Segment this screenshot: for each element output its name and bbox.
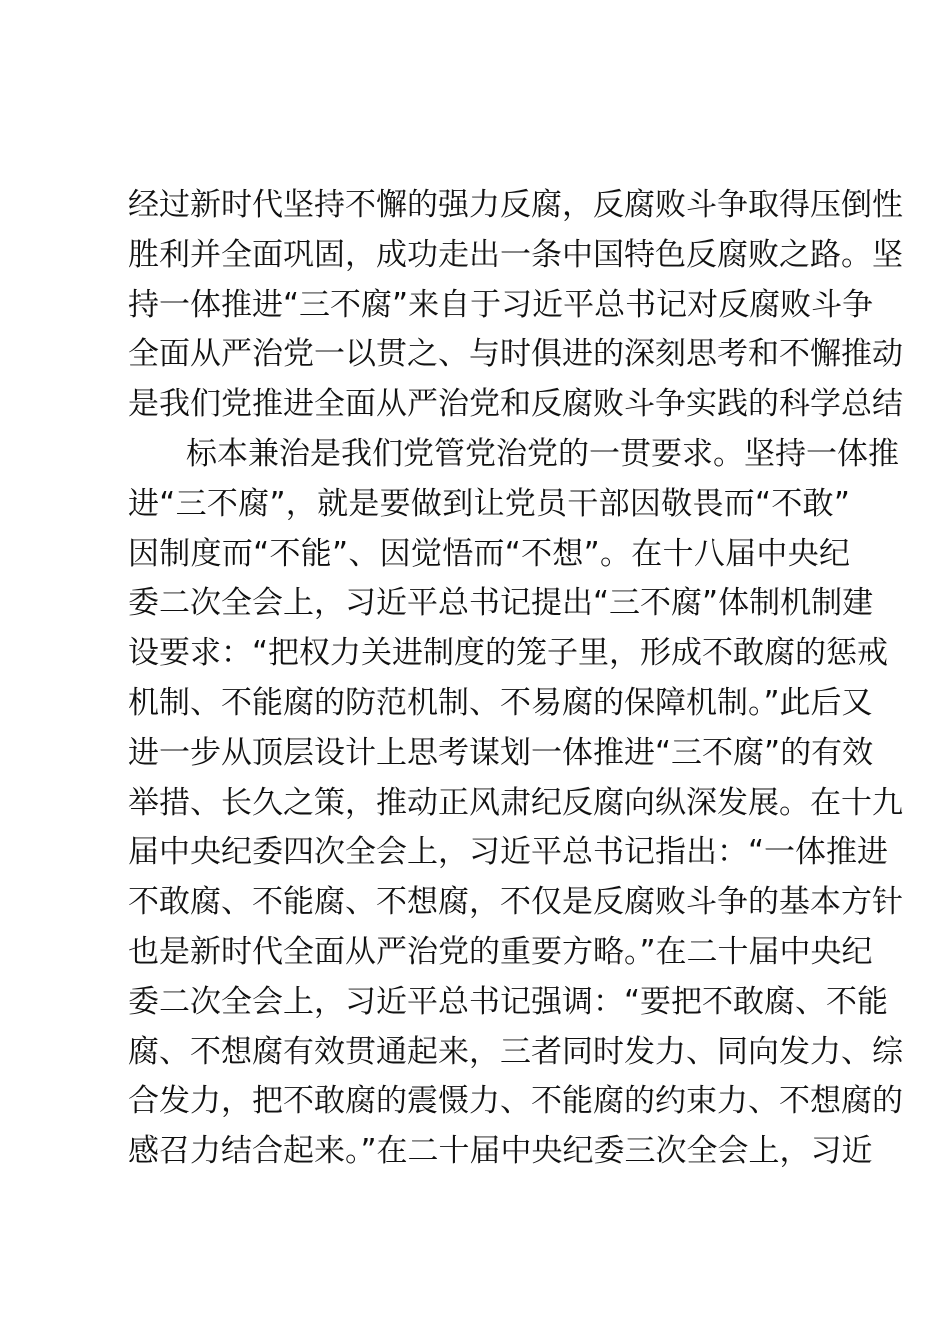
text-line-1: 经过新时代坚持不懈的强力反腐，反腐败斗争取得压倒性 xyxy=(128,187,903,223)
text-line-16: 也是新时代全面从严治党的重要方略。”在二十届中央纪 xyxy=(128,933,873,970)
text-line-19: 合发力，把不敢腐的震慑力、不能腐的约束力、不想腐的 xyxy=(128,1083,903,1120)
text-line-14: 届中央纪委四次全会上，习近平总书记指出：“一体推进 xyxy=(128,834,889,871)
body-text xyxy=(128,181,903,1177)
text-line-17: 委二次全会上，习近平总书记强调：“要把不敢腐、不能 xyxy=(128,983,889,1020)
text-line-13: 举措、长久之策，推动正风肃纪反腐向纵深发展。在十九 xyxy=(128,784,903,821)
text-line-9: 委二次全会上，习近平总书记提出“三不腐”体制机制建 xyxy=(128,585,874,622)
text-line-12: 进一步从顶层设计上思考谋划一体推进“三不腐”的有效 xyxy=(128,734,874,771)
text-line-20: 感召力结合起来。”在二十届中央纪委三次全会上，习近 xyxy=(128,1133,873,1170)
text-line-18: 腐、不想腐有效贯通起来，三者同时发力、同向发力、综 xyxy=(128,1033,903,1070)
text-line-15: 不敢腐、不能腐、不想腐，不仅是反腐败斗争的基本方针 xyxy=(128,884,903,921)
text-line-7: 进“三不腐”，就是要做到让党员干部因敬畏而“不敢” xyxy=(128,485,850,522)
text-line-10: 设要求：“把权力关进制度的笼子里，形成不敢腐的惩戒 xyxy=(128,635,889,672)
text-line-6: 标本兼治是我们党管党治党的一贯要求。坚持一体推 xyxy=(186,435,899,472)
text-line-3: 持一体推进“三不腐”来自于习近平总书记对反腐败斗争 xyxy=(128,286,874,323)
text-line-8: 因制度而“不能”、因觉悟而“不想”。在十八届中央纪 xyxy=(128,535,850,572)
text-line-5: 是我们党推进全面从严治党和反腐败斗争实践的科学总结 xyxy=(128,386,903,423)
text-line-4: 全面从严治党一以贯之、与时俱进的深刻思考和不懈推动 xyxy=(128,336,903,373)
text-line-11: 机制、不能腐的防范机制、不易腐的保障机制。”此后又 xyxy=(128,684,873,721)
text-line-2: 胜利并全面巩固，成功走出一条中国特色反腐败之路。坚 xyxy=(128,236,903,273)
